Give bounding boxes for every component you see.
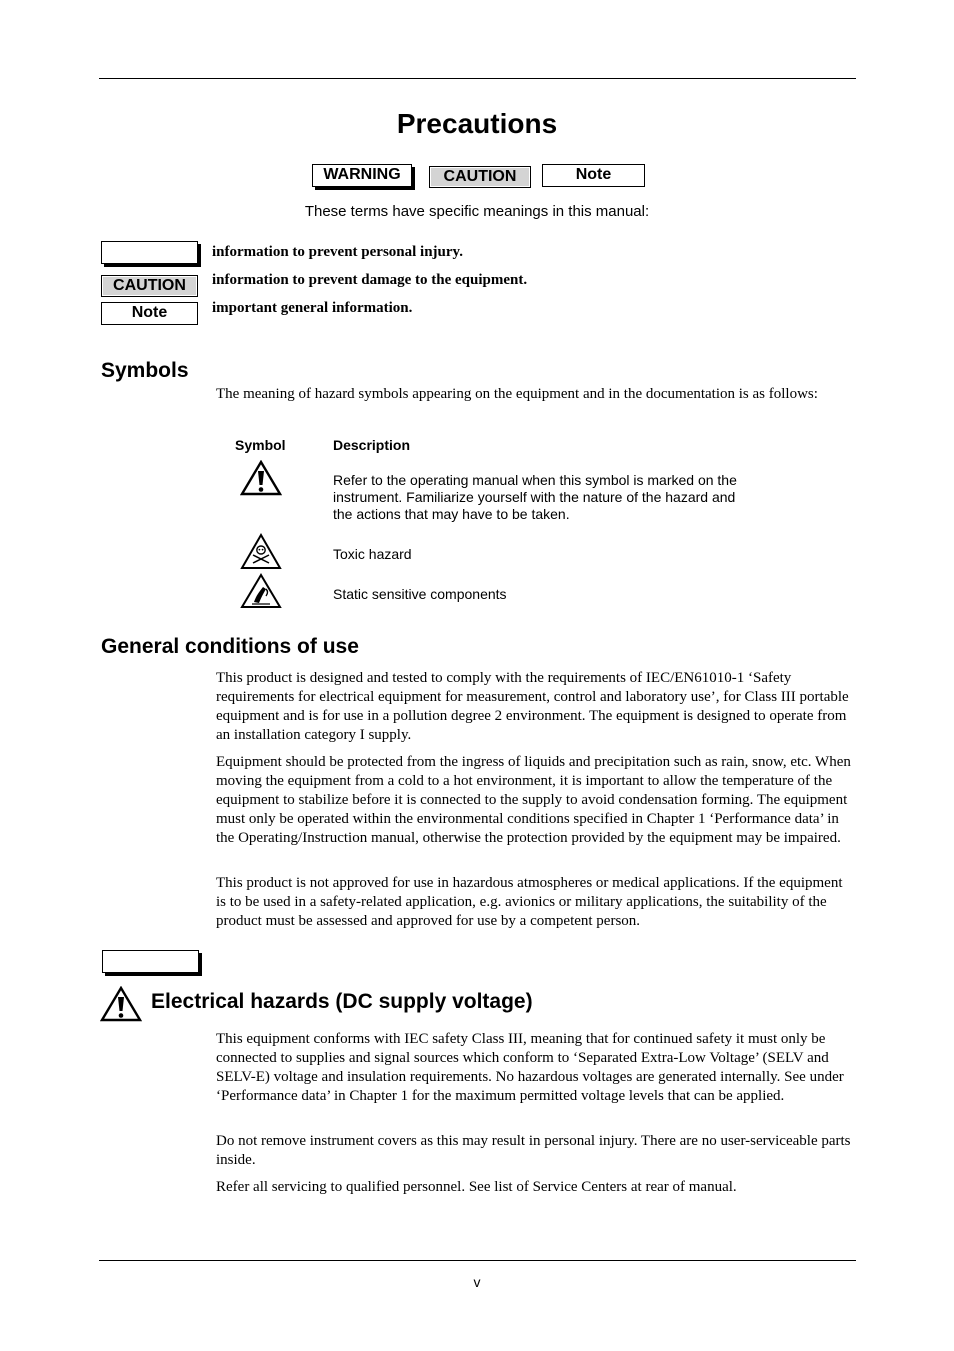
static-sensitive-icon xyxy=(240,573,282,609)
toxic-hazard-icon xyxy=(240,533,282,570)
electrical-paragraph: This equipment conforms with IEC safety Class III, meaning that for continued safety it must only be connected to supplies and signal sources which conform to ‘Separated Extra-Low Voltage’ (SELV and SELV-E) voltage and insulation requirements. No hazardous voltages are generated internally. See under ‘Performance data’ in Chapter 1 for the maximum permitted voltage levels that can be applied. xyxy=(216,1031,844,1104)
warning-triangle-icon xyxy=(240,460,282,496)
general-paragraph: This product is not approved for use in hazardous atmospheres or medical applications. If the equipment is to be used in a safety-related application, e.g. avionics or military applications, the suitability of the product must be assessed and approved for use by a competent person. xyxy=(216,875,843,929)
header-rule xyxy=(99,78,856,79)
warning-triangle-icon xyxy=(100,986,142,1022)
terms-intro: These terms have specific meanings in this manual: xyxy=(304,203,650,220)
general-conditions-heading: General conditions of use xyxy=(101,635,359,658)
symbols-intro: The meaning of hazard symbols appearing on the equipment and in the documentation is as follows: xyxy=(216,386,818,402)
electrical-paragraph: Do not remove instrument covers as this may result in personal injury. There are no user-serviceable parts inside. xyxy=(216,1133,851,1168)
definition-caution-text: information to prevent damage to the equipment. xyxy=(212,272,528,288)
symbol-description: Static sensitive components xyxy=(333,586,507,602)
note-badge: Note xyxy=(542,164,645,187)
warning-badge: WARNING xyxy=(312,164,412,187)
warning-badge-blank xyxy=(102,950,199,973)
definition-warning-text: information to prevent personal injury. xyxy=(212,244,463,260)
definition-caution-badge: CAUTION xyxy=(101,275,198,297)
symbol-description: Refer to the operating manual when this symbol is marked on the instrument. Familiarize yourself with the nature of the hazard and the actions that may have to be taken. xyxy=(333,472,737,522)
electrical-hazards-heading: Electrical hazards (DC supply voltage) xyxy=(151,990,533,1013)
definition-note-text: important general information. xyxy=(212,300,413,316)
footer-rule xyxy=(99,1260,856,1261)
symbol-column-header: Symbol xyxy=(235,437,286,453)
general-paragraph: Equipment should be protected from the ingress of liquids and precipitation such as rain, snow, etc. When moving the equipment from a cold to a hot environment, it is important to allow the temperature of the equipment to stabilize before it is connected to the supply to avoid condensation forming. The equipment must only be operated within the environmental conditions specified in Chapter 1 ‘Performance data’ in the Operating/Instruction manual, otherwise the protection provided by the equipment may be impaired. xyxy=(216,754,851,846)
page-title: Precautions xyxy=(396,108,558,139)
caution-badge: CAUTION xyxy=(429,166,531,188)
general-paragraph: This product is designed and tested to comply with the requirements of IEC/EN61010-1 ‘Safety requirements for electrical equipment for measurement, control and laboratory use’, for Class III portable equipment and is for use in a pollution degree 2 environment. The equipment is designed to operate from an installation category I supply. xyxy=(216,670,849,743)
page-number: v xyxy=(473,1274,481,1290)
symbols-heading: Symbols xyxy=(101,359,189,382)
electrical-paragraph: Refer all servicing to qualified personnel. See list of Service Centers at rear of manual. xyxy=(216,1179,737,1195)
warning-badge-blank xyxy=(101,241,198,264)
description-column-header: Description xyxy=(333,437,411,453)
symbol-description: Toxic hazard xyxy=(333,546,412,562)
definition-note-badge: Note xyxy=(101,302,198,325)
